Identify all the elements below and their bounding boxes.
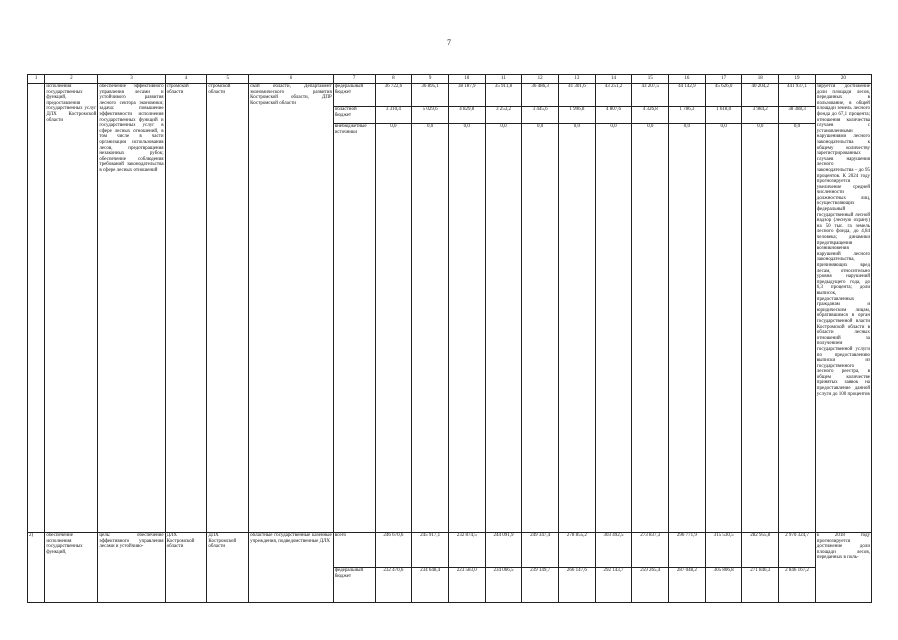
- value-cell: 44 142,9: [669, 84, 706, 107]
- value-cell: 271 846,3: [742, 568, 779, 603]
- header-cell: 16: [669, 75, 706, 84]
- funding-source-cell: федеральный бюджет: [333, 84, 375, 107]
- value-cell: 266 147,6: [558, 568, 595, 603]
- value-cell: 4 829,8: [448, 107, 485, 124]
- measure-name-cell: исполнения государственных функций, предоставления государственных услуг ДЛХ Костромской области: [45, 84, 98, 533]
- value-cell: 232 874,5: [448, 533, 485, 568]
- value-cell: 0,0: [522, 124, 559, 533]
- value-cell: 292 143,7: [595, 568, 632, 603]
- header-cell: 6: [249, 75, 334, 84]
- value-cell: 296 771,9: [669, 533, 706, 568]
- value-cell: 0,0: [375, 124, 412, 533]
- header-cell: 17: [705, 75, 742, 84]
- header-cell: 3: [98, 75, 165, 84]
- value-cell: 1 996,8: [558, 107, 595, 124]
- goal-cell: обеспечение эффективного управления лесами и устойчивого развития лесного сектора экономики; задача: повышение эффективности исполнения государственных функций и государственных услуг в сфере лесных отношений, в том числе в части организации использования лесов, предотвращения незаконных рубок; обеспечение соблюдения требований законодательства в сфере лесных отношений: [98, 84, 165, 533]
- header-cell: 12: [522, 75, 559, 84]
- value-cell: 278 855,2: [558, 533, 595, 568]
- row-index-cell: [28, 84, 45, 533]
- header-cell: 2: [45, 75, 98, 84]
- header-cell: 1: [28, 75, 45, 84]
- value-cell: 245 917,1: [412, 533, 449, 568]
- value-cell: 36 486,3: [522, 84, 559, 107]
- value-cell: 244 091,9: [485, 533, 522, 568]
- total-cell: 0,0: [779, 124, 816, 533]
- participants-cell: ской области, Департамент экономического развития Костромской области, ДПР Костромской области: [249, 84, 334, 533]
- header-cell: 7: [333, 75, 375, 84]
- value-cell: 0,0: [705, 124, 742, 533]
- value-cell: 41 301,6: [558, 84, 595, 107]
- executor-cell: стромской области: [165, 84, 207, 533]
- value-cell: 305 806,8: [705, 568, 742, 603]
- header-cell: 5: [207, 75, 249, 84]
- value-cell: 259 265,4: [632, 568, 669, 603]
- funding-source-cell: внебюджетные источники: [333, 124, 375, 533]
- total-cell: 38 388,3: [779, 107, 816, 124]
- value-cell: 282 955,8: [742, 533, 779, 568]
- funding-source-cell: федеральный бюджет: [333, 568, 375, 603]
- header-cell: 11: [485, 75, 522, 84]
- value-cell: 4 326,8: [632, 107, 669, 124]
- value-cell: 234 066,5: [485, 568, 522, 603]
- value-cell: 287 048,2: [669, 568, 706, 603]
- value-cell: 4 807,6: [595, 107, 632, 124]
- value-cell: 43 251,2: [595, 84, 632, 107]
- value-cell: 0,0: [485, 124, 522, 533]
- expected-results-cell: к 2018 году прогнозируется достижение доли площади лесов, переданных в поль-: [815, 533, 871, 603]
- value-cell: 40 204,2: [742, 84, 779, 107]
- header-cell: 4: [165, 75, 207, 84]
- funding-source-cell: всего: [333, 533, 375, 568]
- value-cell: 223 583,0: [448, 568, 485, 603]
- funding-source-cell: областной бюджет: [333, 107, 375, 124]
- value-cell: 3 310,4: [375, 107, 412, 124]
- value-cell: 36 722,6: [375, 84, 412, 107]
- header-cell: 10: [448, 75, 485, 84]
- value-cell: 246 670,6: [375, 533, 412, 568]
- value-cell: 0,0: [412, 124, 449, 533]
- value-cell: 232 470,6: [375, 568, 412, 603]
- header-cell: 8: [375, 75, 412, 84]
- value-cell: 303 492,5: [595, 533, 632, 568]
- header-row: [28, 75, 872, 84]
- value-cell: 35 911,8: [485, 84, 522, 107]
- total-cell: 2 846 167,2: [779, 568, 816, 603]
- value-cell: 234 648,4: [412, 568, 449, 603]
- value-cell: 0,0: [632, 124, 669, 533]
- value-cell: 36 895,1: [412, 84, 449, 107]
- value-cell: 315 530,5: [705, 533, 742, 568]
- value-cell: 3 253,2: [485, 107, 522, 124]
- header-cell: 20: [815, 75, 871, 84]
- goal-cell: цель: обеспечение эффективного управления лесами и устойчиво-: [98, 533, 165, 603]
- header-cell: 18: [742, 75, 779, 84]
- value-cell: 249 347,4: [522, 533, 559, 568]
- participants-cell: областные государственные казенные учреждения, подведомственные ДЛХ: [249, 533, 334, 603]
- value-cell: 239 149,7: [522, 568, 559, 603]
- coexecutor-cell: стромской области: [207, 84, 249, 533]
- header-cell: 15: [632, 75, 669, 84]
- value-cell: 0,0: [448, 124, 485, 533]
- value-cell: 38 187,9: [448, 84, 485, 107]
- value-cell: 1 786,3: [669, 107, 706, 124]
- value-cell: 1 618,0: [705, 107, 742, 124]
- budget-table: [27, 74, 872, 603]
- value-cell: 45 626,0: [705, 84, 742, 107]
- value-cell: 0,0: [595, 124, 632, 533]
- value-cell: 43 207,5: [632, 84, 669, 107]
- table-row: [28, 84, 872, 107]
- table-row: [28, 533, 872, 568]
- total-cell: 441 937,1: [779, 84, 816, 107]
- value-cell: 3 984,2: [742, 107, 779, 124]
- expected-results-cell: зируется достижение доли площади лесов, переданных в пользование, в общей площади земель лесного фонда до 67,1 процента; отношения количества случаев с установленными нарушениями лесного законодательства к общему количеству зарегистрированных случаев нарушения лесного законодательства – до 95 процентов. К 2024 году прогнозируется увеличение средней численности должностных лиц, осуществляющих федеральный государственный лесной надзор (лесную охрану) на 50 тыс. га земель лесного фонда, до 4,84 человека; динамики предотвращения возникновения нарушений лесного законодательства, причиняющих вред лесам, относительно уровня нарушений предыдущего года, до 6,3 процента; доли выписок, предоставленных гражданам и юридическим лицам, обратившимся в орган государственной власти Костромской области в области лесных отношений за получением государственной услуги по предоставлению выписки из государственного лесного реестра, в общем количестве принятых заявок на предоставление данной услуги до 100 процентов: [815, 84, 871, 533]
- total-cell: 2 970 324,7: [779, 533, 816, 568]
- header-cell: 14: [595, 75, 632, 84]
- executor-cell: ДЛХ Костромской области: [165, 533, 207, 603]
- value-cell: 0,0: [742, 124, 779, 533]
- value-cell: 0,0: [669, 124, 706, 533]
- header-cell: 13: [558, 75, 595, 84]
- measure-name-cell: обеспечение исполнения государственных функций,: [45, 533, 98, 603]
- value-cell: 273 837,3: [632, 533, 669, 568]
- header-cell: 19: [779, 75, 816, 84]
- value-cell: 0,0: [558, 124, 595, 533]
- value-cell: 3 445,6: [522, 107, 559, 124]
- page-number: 7: [447, 38, 451, 47]
- value-cell: 5 029,6: [412, 107, 449, 124]
- coexecutor-cell: ДЛХ Костромской области: [207, 533, 249, 603]
- row-index-cell: 2): [28, 533, 45, 603]
- header-cell: 9: [412, 75, 449, 84]
